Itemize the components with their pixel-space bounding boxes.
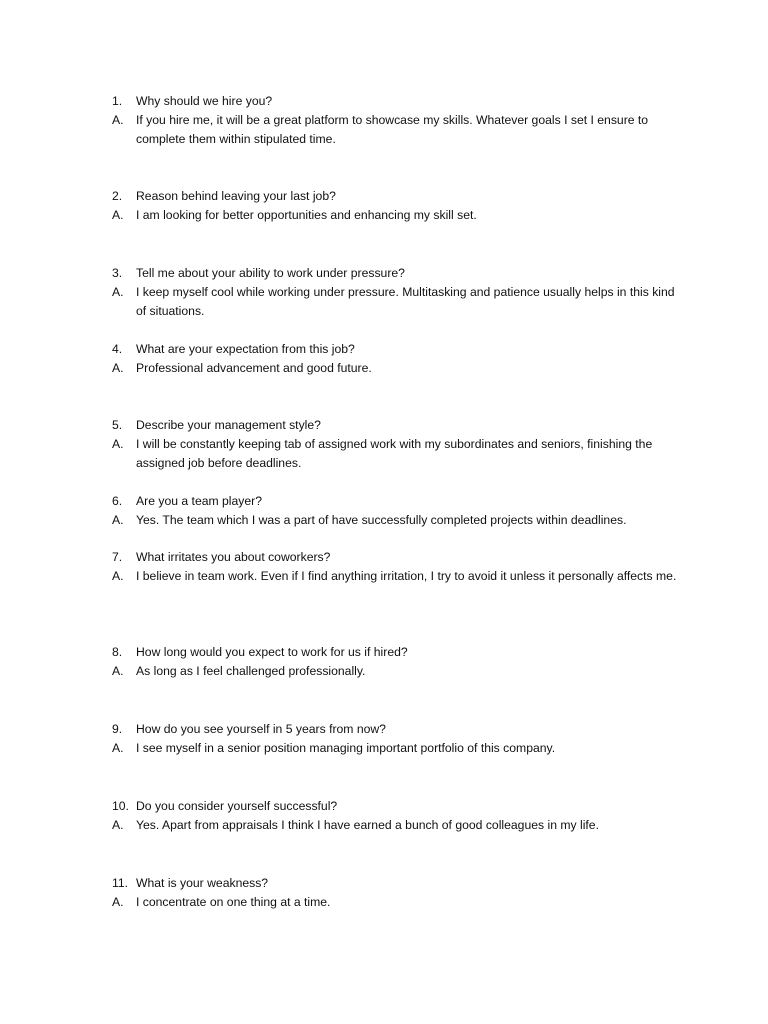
answer-line bbox=[112, 662, 682, 681]
question-line bbox=[112, 797, 682, 816]
question-number: 3. bbox=[112, 266, 123, 280]
qa-item-7 bbox=[112, 548, 682, 586]
question-number: 8. bbox=[112, 645, 123, 659]
question-line bbox=[112, 92, 682, 111]
answer-line bbox=[112, 511, 682, 530]
qa-item-6 bbox=[112, 492, 682, 530]
answer-text: Professional advancement and good future. bbox=[136, 361, 372, 375]
question-text: Do you consider yourself successful? bbox=[136, 799, 338, 813]
answer-line bbox=[112, 111, 682, 149]
question-text: Reason behind leaving your last job? bbox=[136, 189, 336, 203]
answer-line bbox=[112, 893, 682, 912]
answer-marker: A. bbox=[112, 895, 124, 909]
answer-marker: A. bbox=[112, 361, 124, 375]
answer-marker: A. bbox=[112, 741, 124, 755]
answer-marker: A. bbox=[112, 513, 124, 527]
question-number: 2. bbox=[112, 189, 123, 203]
qa-item-2 bbox=[112, 187, 682, 225]
answer-line bbox=[112, 567, 682, 586]
question-number: 5. bbox=[112, 418, 123, 432]
answer-text: As long as I feel challenged professionally. bbox=[136, 664, 366, 678]
qa-item-5 bbox=[112, 416, 682, 473]
qa-item-1 bbox=[112, 92, 682, 149]
question-number: 4. bbox=[112, 342, 123, 356]
answer-line bbox=[112, 435, 682, 473]
question-text: How do you see yourself in 5 years from now? bbox=[136, 722, 386, 736]
question-line bbox=[112, 643, 682, 662]
question-line bbox=[112, 187, 682, 206]
answer-marker: A. bbox=[112, 818, 124, 832]
question-line bbox=[112, 548, 682, 567]
answer-text: I keep myself cool while working under pressure. Multitasking and patience usually helps in this kind of situations. bbox=[136, 285, 675, 318]
answer-text: I believe in team work. Even if I find anything irritation, I try to avoid it unless it personally affects me. bbox=[136, 569, 677, 583]
qa-item-8 bbox=[112, 643, 682, 681]
question-line bbox=[112, 264, 682, 283]
question-number: 10. bbox=[112, 799, 129, 813]
question-text: Describe your management style? bbox=[136, 418, 321, 432]
question-line bbox=[112, 416, 682, 435]
question-text: How long would you expect to work for us if hired? bbox=[136, 645, 408, 659]
answer-text: If you hire me, it will be a great platform to showcase my skills. Whatever goals I set I ensure to complete them within stipulated time. bbox=[136, 113, 649, 146]
question-text: Are you a team player? bbox=[136, 494, 263, 508]
question-text: What is your weakness? bbox=[136, 876, 269, 890]
question-line bbox=[112, 720, 682, 739]
question-text: Tell me about your ability to work under pressure? bbox=[136, 266, 405, 280]
question-number: 6. bbox=[112, 494, 123, 508]
question-text: What are your expectation from this job? bbox=[136, 342, 355, 356]
qa-item-11 bbox=[112, 874, 682, 912]
answer-line bbox=[112, 739, 682, 758]
question-line bbox=[112, 340, 682, 359]
question-number: 9. bbox=[112, 722, 123, 736]
answer-marker: A. bbox=[112, 437, 124, 451]
qa-item-10 bbox=[112, 797, 682, 835]
answer-line bbox=[112, 359, 682, 378]
answer-marker: A. bbox=[112, 664, 124, 678]
answer-text: I see myself in a senior position managing important portfolio of this company. bbox=[136, 741, 556, 755]
answer-text: I am looking for better opportunities and enhancing my skill set. bbox=[136, 208, 477, 222]
question-number: 7. bbox=[112, 550, 123, 564]
question-text: What irritates you about coworkers? bbox=[136, 550, 331, 564]
answer-text: Yes. Apart from appraisals I think I have earned a bunch of good colleagues in my life. bbox=[136, 818, 599, 832]
answer-marker: A. bbox=[112, 208, 124, 222]
qa-item-3 bbox=[112, 264, 682, 321]
answer-line bbox=[112, 206, 682, 225]
question-number: 11. bbox=[112, 876, 129, 890]
question-number: 1. bbox=[112, 94, 123, 108]
answer-text: I will be constantly keeping tab of assigned work with my subordinates and seniors, finishing the assigned job before deadlines. bbox=[136, 437, 653, 470]
question-text: Why should we hire you? bbox=[136, 94, 273, 108]
answer-marker: A. bbox=[112, 569, 124, 583]
question-line bbox=[112, 874, 682, 893]
qa-item-4 bbox=[112, 340, 682, 378]
answer-line bbox=[112, 816, 682, 835]
answer-line bbox=[112, 283, 682, 321]
answer-text: Yes. The team which I was a part of have successfully completed projects within deadlines. bbox=[136, 513, 627, 527]
answer-text: I concentrate on one thing at a time. bbox=[136, 895, 331, 909]
answer-marker: A. bbox=[112, 113, 124, 127]
answer-marker: A. bbox=[112, 285, 124, 299]
question-line bbox=[112, 492, 682, 511]
qa-item-9 bbox=[112, 720, 682, 758]
